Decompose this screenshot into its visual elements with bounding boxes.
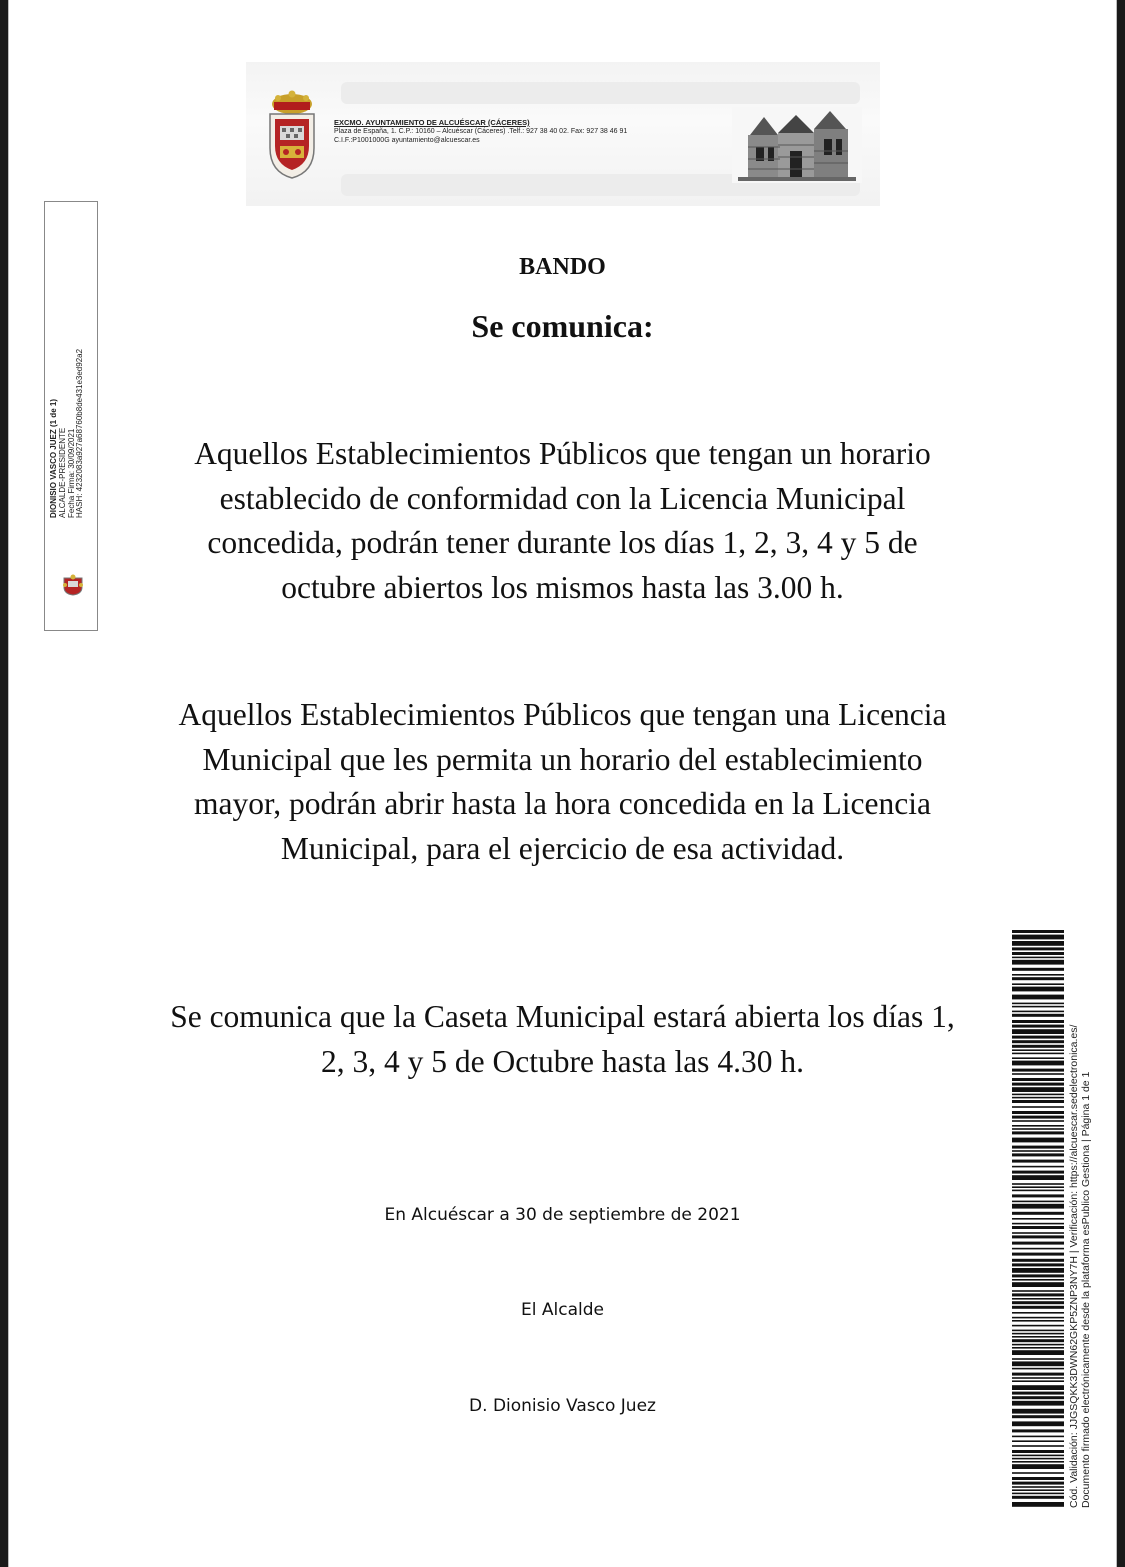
letterhead-watermark-band (341, 82, 860, 104)
verification-code: Cód. Validación: JJGSQKK3DWN62GKP5ZNP3NY7H | Verificación: https://alcuescar.sedelectronica.es/ (1068, 1024, 1080, 1508)
signature-date: Fecha Firma: 30/09/2021 (66, 428, 76, 518)
paragraph-2: Aquellos Establecimientos Públicos que tengan una Licencia Municipal que les permita un horario del establecimiento mayor, podrán abrir hasta la hora concedida en la Licencia Municipal, para el ejercicio de esa actividad. (178, 697, 947, 866)
paragraph-3: Se comunica que la Caseta Municipal estará abierta los días 1, 2, 3, 4 y 5 de Octubre hasta las 4.30 h. (170, 999, 955, 1079)
signature-signer: DIONISIO VASCO JUEZ (1 de 1) (49, 399, 58, 518)
verification-platform: Documento firmado electrónicamente desde la plataforma esPublico Gestiona | Página 1 de 1 (1080, 1071, 1092, 1508)
barcode-icon (1012, 930, 1064, 1508)
document-title: BANDO (519, 254, 606, 280)
page-border-left (0, 0, 8, 1567)
signature-hash: HASH: 4232083a927a68760b8de431e3ed92a2 (75, 348, 85, 518)
signature-stamp-text (50, 349, 85, 518)
letterhead-text (334, 118, 627, 145)
coat-of-arms-icon (266, 90, 318, 180)
signature-role: ALCALDE-PRESIDENTE (57, 427, 67, 518)
verification-text (1068, 1025, 1092, 1508)
page-border-left-line (8, 0, 9, 1567)
paragraph-1: Aquellos Establecimientos Públicos que tengan un horario establecido de conformidad con la Licencia Municipal concedida, podrán tener durante los días 1, 2, 3, 4 y 5 de octubre abiertos los mismos hasta las 3.00 h. (194, 436, 931, 605)
letterhead-contact: C.I.F.:P1001000G ayuntamiento@alcuescar.es (334, 137, 480, 144)
page-border-right (1117, 0, 1125, 1567)
signer-title: El Alcalde (521, 1300, 604, 1320)
place-date: En Alcuéscar a 30 de septiembre de 2021 (384, 1205, 741, 1225)
signer-name: D. Dionisio Vasco Juez (469, 1396, 656, 1416)
letterhead-institution: EXCMO. AYUNTAMIENTO DE ALCUÉSCAR (CÁCERES) (334, 118, 530, 127)
small-coat-of-arms-icon (61, 574, 85, 596)
letterhead-address: Plaza de España, 1. C.P.: 10160 – Alcuéscar (Cáceres) .Telf.: 927 38 40 02. Fax: 927 38 46 91 (334, 128, 628, 135)
page-border-right-line (1116, 0, 1117, 1567)
letterhead (246, 62, 880, 206)
document-subtitle: Se comunica: (471, 308, 654, 344)
church-illustration-icon (732, 107, 862, 183)
